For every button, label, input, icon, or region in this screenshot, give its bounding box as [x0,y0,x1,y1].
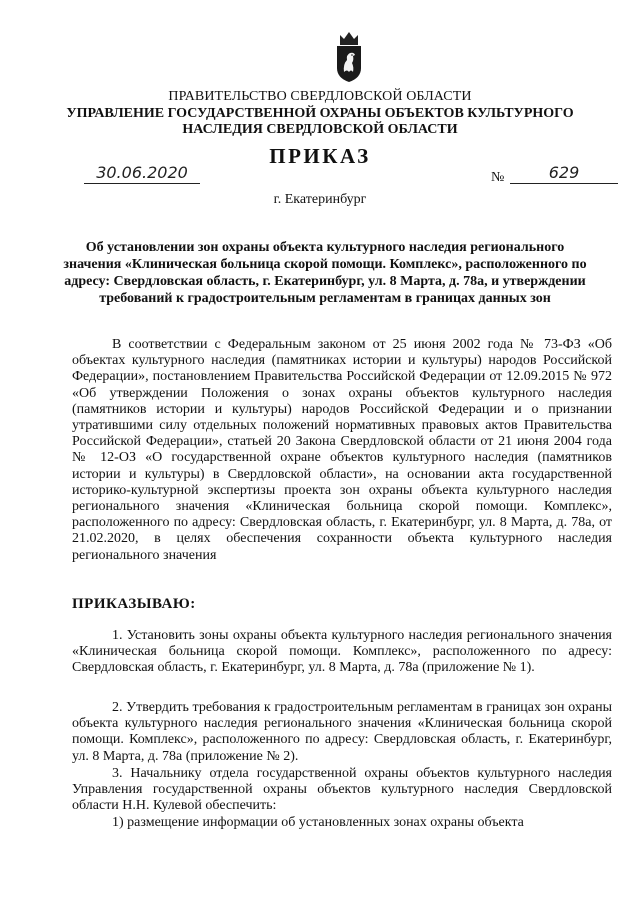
city: г. Екатеринбург [273,192,367,207]
order-item-2: 2. Утвердить требования к градостроительным регламентам в границах зон охраны объекта культурного наследия регионального значения «Клиническая больница скорой помощи. Комплекс», расположенного по адресу: Свердловская область, г. Екатеринбург, ул. 8 Марта, д. 78а (приложение № 2). [72,700,612,764]
order-number: 629 [510,163,618,184]
order-heading: ПРИКАЗЫВАЮ: [72,596,196,612]
order-item-3: 3. Начальнику отдела государственной охраны объектов культурного наследия Управления государственной охраны объектов культурного наследия Свердловской области Н.Н. Кулевой обеспечить: [72,766,612,814]
order-date: 30.06.2020 [84,163,200,184]
order-item-1: 1. Установить зоны охраны объекта культурного наследия регионального значения «Клиническая больница скорой помощи. Комплекс», расположенного по адресу: Свердловская область, г. Екатеринбург, ул. 8 Марта, д. 78а (приложение № 1). [72,628,612,676]
order-number-label: № [491,170,505,185]
coat-of-arms-icon [333,30,365,84]
order-subitem-1: 1) размещение информации об установленных зонах охраны объекта [112,815,524,830]
document-type: ПРИКАЗ [269,144,371,168]
government-name: ПРАВИТЕЛЬСТВО СВЕРДЛОВСКОЙ ОБЛАСТИ [168,89,472,104]
department-name: УПРАВЛЕНИЕ ГОСУДАРСТВЕННОЙ ОХРАНЫ ОБЪЕКТОВ КУЛЬТУРНОГО НАСЛЕДИЯ СВЕРДЛОВСКОЙ ОБЛАСТИ [66,106,574,137]
preamble-paragraph: В соответствии с Федеральным законом от 25 июня 2002 года № 73-ФЗ «Об объектах культурного наследия (памятниках истории и культуры) народов Российской Федерации», постановлением Правительства Российской Федерации от 12.09.2015 № 972 «Об утверждении Положения о зонах охраны объектов культурного наследия (памятников истории и культуры) народов Российской Федерации и о признании утратившими силу отдельных положений нормативных правовых актов Правительства Российской Федерации», статьей 20 Закона Свердловской области от 21 июня 2004 года № 12-ОЗ «О государственной охране объектов культурного наследия (памятников истории и культуры) в Свердловской области», на основании акта государственной историко-культурной экспертизы проекта зон охраны объекта культурного наследия регионального значения «Клиническая больница скорой помощи. Комплекс», расположенного по адресу: Свердловская область, г. Екатеринбург, ул. 8 Марта, д. 78а, от 21.02.2020, в целях обеспечения сохранности объекта культурного наследия регионального значения [72,337,612,563]
order-subject: Об установлении зон охраны объекта культурного наследия регионального значения «Клиническая больница скорой помощи. Комплекс», расположенного по адресу: Свердловская область, г. Екатеринбург, ул. 8 Марта, д. 78а, и утверждении требований к градостроительным регламентам в границах данных зон [63,240,587,306]
